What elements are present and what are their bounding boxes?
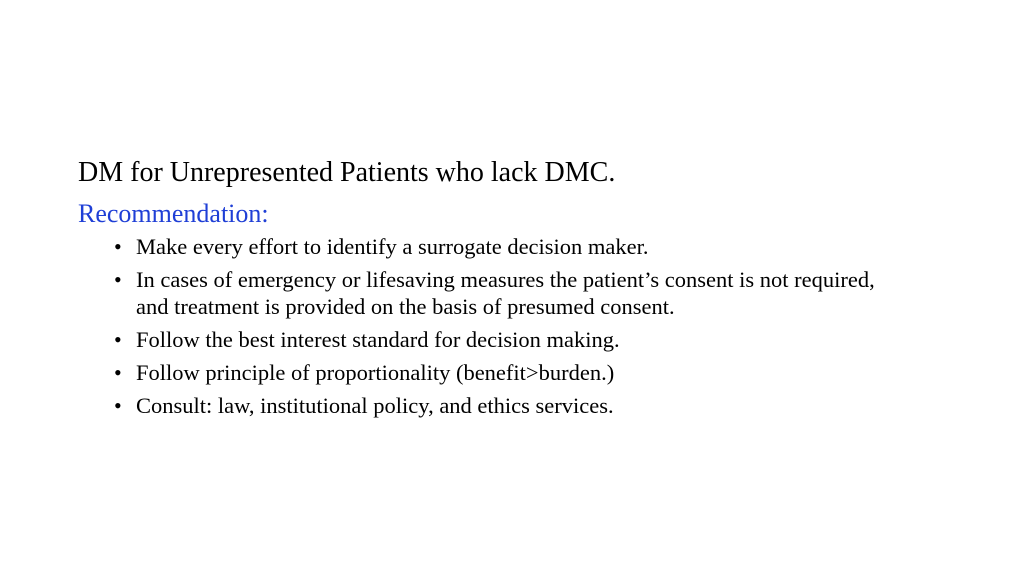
list-item-text: Make every effort to identify a surrogate decision maker. [136, 234, 649, 259]
list-item-text: Follow principle of proportionality (benefit>burden.) [136, 360, 615, 385]
list-item [112, 266, 896, 320]
list-item [112, 392, 896, 419]
slide-title: DM for Unrepresented Patients who lack DMC. [78, 157, 616, 188]
list-item [112, 359, 896, 386]
list-item-text: In cases of emergency or lifesaving measures the patient’s consent is not required, and treatment is provided on the basis of presumed consent. [136, 267, 875, 319]
list-item-text: Consult: law, institutional policy, and ethics services. [136, 393, 614, 418]
list-item [112, 326, 896, 353]
bullet-icon: • [114, 360, 122, 385]
list-item [112, 233, 896, 260]
bullet-icon: • [114, 267, 122, 292]
recommendation-heading: Recommendation: [78, 199, 269, 228]
list-item-text: Follow the best interest standard for decision making. [136, 327, 620, 352]
recommendation-list [78, 233, 958, 419]
bullet-icon: • [114, 327, 122, 352]
bullet-icon: • [114, 393, 122, 418]
slide-content [78, 155, 958, 425]
bullet-icon: • [114, 234, 122, 259]
